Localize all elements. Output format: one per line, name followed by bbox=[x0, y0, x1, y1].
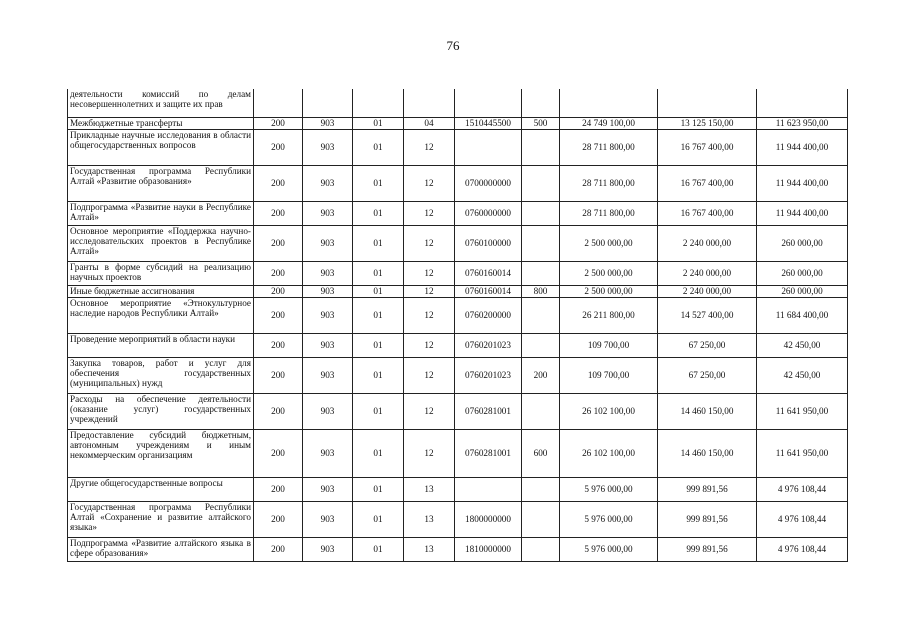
col-amount-3-cell: 4 976 108,44 bbox=[757, 501, 848, 537]
row-name-cell: Проведение мероприятий в области науки bbox=[68, 333, 254, 357]
table-row bbox=[68, 165, 848, 201]
col-target-article-cell: 0760281001 bbox=[455, 393, 522, 429]
col-target-article-cell: 0760000000 bbox=[455, 201, 522, 225]
col-section-cell: 01 bbox=[353, 129, 404, 165]
col-amount-total-cell: 5 976 000,00 bbox=[560, 477, 658, 501]
col-target-article-cell: 0760160014 bbox=[455, 261, 522, 285]
col-amount-3-cell: 11 641 950,00 bbox=[757, 429, 848, 477]
row-name-cell: Закупка товаров, работ и услуг для обеспечения государственных (муниципальных) нужд bbox=[68, 357, 254, 393]
col-expense-type-cell bbox=[522, 393, 560, 429]
col-subsection-cell bbox=[404, 89, 455, 117]
col-amount-3-cell: 4 976 108,44 bbox=[757, 537, 848, 561]
col-amount-2-cell: 999 891,56 bbox=[658, 477, 757, 501]
col-target-article-cell: 0700000000 bbox=[455, 165, 522, 201]
table-row bbox=[68, 129, 848, 165]
row-name-cell: Подпрограмма «Развитие науки в Республике Алтай» bbox=[68, 201, 254, 225]
col-amount-total-cell: 24 749 100,00 bbox=[560, 117, 658, 129]
col-code-200-cell: 200 bbox=[254, 297, 303, 333]
table-row bbox=[68, 393, 848, 429]
col-target-article-cell: 0760200000 bbox=[455, 297, 522, 333]
col-expense-type-cell bbox=[522, 333, 560, 357]
table-row bbox=[68, 89, 848, 117]
col-amount-3-cell: 260 000,00 bbox=[757, 261, 848, 285]
col-code-903-cell: 903 bbox=[303, 429, 353, 477]
budget-table bbox=[67, 89, 848, 562]
col-amount-total-cell: 5 976 000,00 bbox=[560, 501, 658, 537]
col-amount-3-cell: 42 450,00 bbox=[757, 357, 848, 393]
row-name-cell: Межбюджетные трансферты bbox=[68, 117, 254, 129]
col-section-cell: 01 bbox=[353, 393, 404, 429]
col-amount-3-cell: 260 000,00 bbox=[757, 285, 848, 297]
col-amount-3-cell: 4 976 108,44 bbox=[757, 477, 848, 501]
col-section-cell: 01 bbox=[353, 201, 404, 225]
row-name-cell: Основное мероприятие «Этнокультурное наследие народов Республики Алтай» bbox=[68, 297, 254, 333]
row-name-cell: Расходы на обеспечение деятельности (оказание услуг) государственных учреждений bbox=[68, 393, 254, 429]
row-name-cell: Основное мероприятие «Поддержка научно-исследовательских проектов в Республике Алтай» bbox=[68, 225, 254, 261]
col-section-cell: 01 bbox=[353, 225, 404, 261]
col-target-article-cell: 0760281001 bbox=[455, 429, 522, 477]
col-code-903-cell: 903 bbox=[303, 357, 353, 393]
col-code-903-cell: 903 bbox=[303, 129, 353, 165]
table-row bbox=[68, 429, 848, 477]
row-name-cell: Другие общегосударственные вопросы bbox=[68, 477, 254, 501]
col-code-903-cell: 903 bbox=[303, 225, 353, 261]
col-expense-type-cell: 500 bbox=[522, 117, 560, 129]
table-row bbox=[68, 333, 848, 357]
col-amount-total-cell: 2 500 000,00 bbox=[560, 285, 658, 297]
col-code-903-cell: 903 bbox=[303, 297, 353, 333]
col-section-cell: 01 bbox=[353, 333, 404, 357]
col-target-article-cell bbox=[455, 89, 522, 117]
table-row bbox=[68, 117, 848, 129]
col-amount-3-cell: 11 623 950,00 bbox=[757, 117, 848, 129]
col-target-article-cell: 0760100000 bbox=[455, 225, 522, 261]
col-amount-total-cell: 2 500 000,00 bbox=[560, 225, 658, 261]
col-amount-2-cell: 67 250,00 bbox=[658, 333, 757, 357]
col-code-903-cell: 903 bbox=[303, 261, 353, 285]
col-section-cell: 01 bbox=[353, 501, 404, 537]
col-amount-3-cell bbox=[757, 89, 848, 117]
col-amount-total-cell: 28 711 800,00 bbox=[560, 201, 658, 225]
row-name-cell: Государственная программа Республики Алтай «Сохранение и развитие алтайского языка» bbox=[68, 501, 254, 537]
col-amount-total-cell: 28 711 800,00 bbox=[560, 129, 658, 165]
col-code-903-cell: 903 bbox=[303, 393, 353, 429]
col-section-cell: 01 bbox=[353, 261, 404, 285]
col-amount-total-cell: 5 976 000,00 bbox=[560, 537, 658, 561]
col-amount-total-cell bbox=[560, 89, 658, 117]
table-row bbox=[68, 537, 848, 561]
col-amount-3-cell: 11 944 400,00 bbox=[757, 201, 848, 225]
table-body bbox=[68, 89, 848, 561]
col-code-200-cell: 200 bbox=[254, 429, 303, 477]
col-code-200-cell: 200 bbox=[254, 477, 303, 501]
col-amount-2-cell: 16 767 400,00 bbox=[658, 201, 757, 225]
col-amount-2-cell: 14 460 150,00 bbox=[658, 429, 757, 477]
col-expense-type-cell bbox=[522, 297, 560, 333]
col-section-cell: 01 bbox=[353, 477, 404, 501]
col-code-903-cell: 903 bbox=[303, 477, 353, 501]
col-amount-2-cell: 2 240 000,00 bbox=[658, 225, 757, 261]
col-expense-type-cell bbox=[522, 477, 560, 501]
col-amount-2-cell bbox=[658, 89, 757, 117]
col-amount-3-cell: 11 944 400,00 bbox=[757, 165, 848, 201]
col-amount-total-cell: 26 211 800,00 bbox=[560, 297, 658, 333]
col-target-article-cell: 1510445500 bbox=[455, 117, 522, 129]
col-code-200-cell: 200 bbox=[254, 165, 303, 201]
col-amount-3-cell: 11 641 950,00 bbox=[757, 393, 848, 429]
col-section-cell: 01 bbox=[353, 165, 404, 201]
row-name-cell: Иные бюджетные ассигнования bbox=[68, 285, 254, 297]
col-section-cell: 01 bbox=[353, 117, 404, 129]
col-code-200-cell: 200 bbox=[254, 201, 303, 225]
col-amount-total-cell: 109 700,00 bbox=[560, 357, 658, 393]
col-section-cell bbox=[353, 89, 404, 117]
col-code-200-cell: 200 bbox=[254, 285, 303, 297]
col-subsection-cell: 13 bbox=[404, 537, 455, 561]
col-amount-total-cell: 26 102 100,00 bbox=[560, 429, 658, 477]
col-amount-2-cell: 14 527 400,00 bbox=[658, 297, 757, 333]
col-amount-2-cell: 67 250,00 bbox=[658, 357, 757, 393]
col-code-200-cell: 200 bbox=[254, 501, 303, 537]
col-section-cell: 01 bbox=[353, 429, 404, 477]
col-amount-2-cell: 999 891,56 bbox=[658, 501, 757, 537]
col-amount-3-cell: 11 944 400,00 bbox=[757, 129, 848, 165]
col-expense-type-cell: 200 bbox=[522, 357, 560, 393]
col-amount-3-cell: 11 684 400,00 bbox=[757, 297, 848, 333]
col-target-article-cell: 0760160014 bbox=[455, 285, 522, 297]
col-subsection-cell: 12 bbox=[404, 165, 455, 201]
col-subsection-cell: 12 bbox=[404, 333, 455, 357]
col-amount-2-cell: 16 767 400,00 bbox=[658, 165, 757, 201]
col-code-200-cell: 200 bbox=[254, 357, 303, 393]
row-name-cell: Государственная программа Республики Алтай «Развитие образования» bbox=[68, 165, 254, 201]
table-row bbox=[68, 225, 848, 261]
col-subsection-cell: 13 bbox=[404, 501, 455, 537]
col-code-903-cell: 903 bbox=[303, 165, 353, 201]
col-amount-total-cell: 26 102 100,00 bbox=[560, 393, 658, 429]
col-code-903-cell bbox=[303, 89, 353, 117]
col-expense-type-cell bbox=[522, 201, 560, 225]
col-code-200-cell: 200 bbox=[254, 129, 303, 165]
col-subsection-cell: 12 bbox=[404, 261, 455, 285]
col-expense-type-cell: 800 bbox=[522, 285, 560, 297]
row-name-cell: Подпрограмма «Развитие алтайского языка в сфере образования» bbox=[68, 537, 254, 561]
col-code-903-cell: 903 bbox=[303, 201, 353, 225]
col-code-903-cell: 903 bbox=[303, 333, 353, 357]
row-name-cell: деятельности комиссий по делам несовершеннолетних и защите их прав bbox=[68, 89, 254, 117]
col-amount-2-cell: 14 460 150,00 bbox=[658, 393, 757, 429]
col-code-200-cell: 200 bbox=[254, 333, 303, 357]
page-number: 76 bbox=[446, 38, 460, 53]
col-subsection-cell: 13 bbox=[404, 477, 455, 501]
col-amount-total-cell: 2 500 000,00 bbox=[560, 261, 658, 285]
col-amount-total-cell: 28 711 800,00 bbox=[560, 165, 658, 201]
col-subsection-cell: 12 bbox=[404, 225, 455, 261]
table-row bbox=[68, 297, 848, 333]
table-row bbox=[68, 285, 848, 297]
table-row bbox=[68, 501, 848, 537]
col-section-cell: 01 bbox=[353, 285, 404, 297]
col-subsection-cell: 12 bbox=[404, 297, 455, 333]
table-row bbox=[68, 357, 848, 393]
col-section-cell: 01 bbox=[353, 537, 404, 561]
col-expense-type-cell bbox=[522, 261, 560, 285]
table-row bbox=[68, 201, 848, 225]
col-subsection-cell: 04 bbox=[404, 117, 455, 129]
col-target-article-cell: 1800000000 bbox=[455, 501, 522, 537]
col-code-903-cell: 903 bbox=[303, 285, 353, 297]
col-code-200-cell: 200 bbox=[254, 393, 303, 429]
col-expense-type-cell bbox=[522, 165, 560, 201]
col-subsection-cell: 12 bbox=[404, 285, 455, 297]
col-code-200-cell: 200 bbox=[254, 225, 303, 261]
col-code-200-cell bbox=[254, 89, 303, 117]
col-target-article-cell: 1810000000 bbox=[455, 537, 522, 561]
col-expense-type-cell: 600 bbox=[522, 429, 560, 477]
col-expense-type-cell bbox=[522, 537, 560, 561]
row-name-cell: Гранты в форме субсидий на реализацию научных проектов bbox=[68, 261, 254, 285]
col-subsection-cell: 12 bbox=[404, 393, 455, 429]
col-amount-2-cell: 2 240 000,00 bbox=[658, 261, 757, 285]
col-amount-2-cell: 13 125 150,00 bbox=[658, 117, 757, 129]
col-amount-3-cell: 260 000,00 bbox=[757, 225, 848, 261]
col-amount-total-cell: 109 700,00 bbox=[560, 333, 658, 357]
col-target-article-cell bbox=[455, 129, 522, 165]
col-expense-type-cell bbox=[522, 129, 560, 165]
col-target-article-cell: 0760201023 bbox=[455, 357, 522, 393]
col-code-200-cell: 200 bbox=[254, 117, 303, 129]
col-code-903-cell: 903 bbox=[303, 501, 353, 537]
col-section-cell: 01 bbox=[353, 297, 404, 333]
col-amount-3-cell: 42 450,00 bbox=[757, 333, 848, 357]
col-code-903-cell: 903 bbox=[303, 537, 353, 561]
table-row bbox=[68, 477, 848, 501]
col-subsection-cell: 12 bbox=[404, 357, 455, 393]
col-expense-type-cell bbox=[522, 225, 560, 261]
col-section-cell: 01 bbox=[353, 357, 404, 393]
col-subsection-cell: 12 bbox=[404, 429, 455, 477]
col-amount-2-cell: 999 891,56 bbox=[658, 537, 757, 561]
col-subsection-cell: 12 bbox=[404, 201, 455, 225]
col-code-200-cell: 200 bbox=[254, 261, 303, 285]
col-expense-type-cell bbox=[522, 501, 560, 537]
row-name-cell: Предоставление субсидий бюджетным, автономным учреждениям и иным некоммерческим организациям bbox=[68, 429, 254, 477]
table-row bbox=[68, 261, 848, 285]
col-target-article-cell: 0760201023 bbox=[455, 333, 522, 357]
row-name-cell: Прикладные научные исследования в области общегосударственных вопросов bbox=[68, 129, 254, 165]
col-code-200-cell: 200 bbox=[254, 537, 303, 561]
col-expense-type-cell bbox=[522, 89, 560, 117]
col-target-article-cell bbox=[455, 477, 522, 501]
col-amount-2-cell: 2 240 000,00 bbox=[658, 285, 757, 297]
col-subsection-cell: 12 bbox=[404, 129, 455, 165]
col-amount-2-cell: 16 767 400,00 bbox=[658, 129, 757, 165]
col-code-903-cell: 903 bbox=[303, 117, 353, 129]
